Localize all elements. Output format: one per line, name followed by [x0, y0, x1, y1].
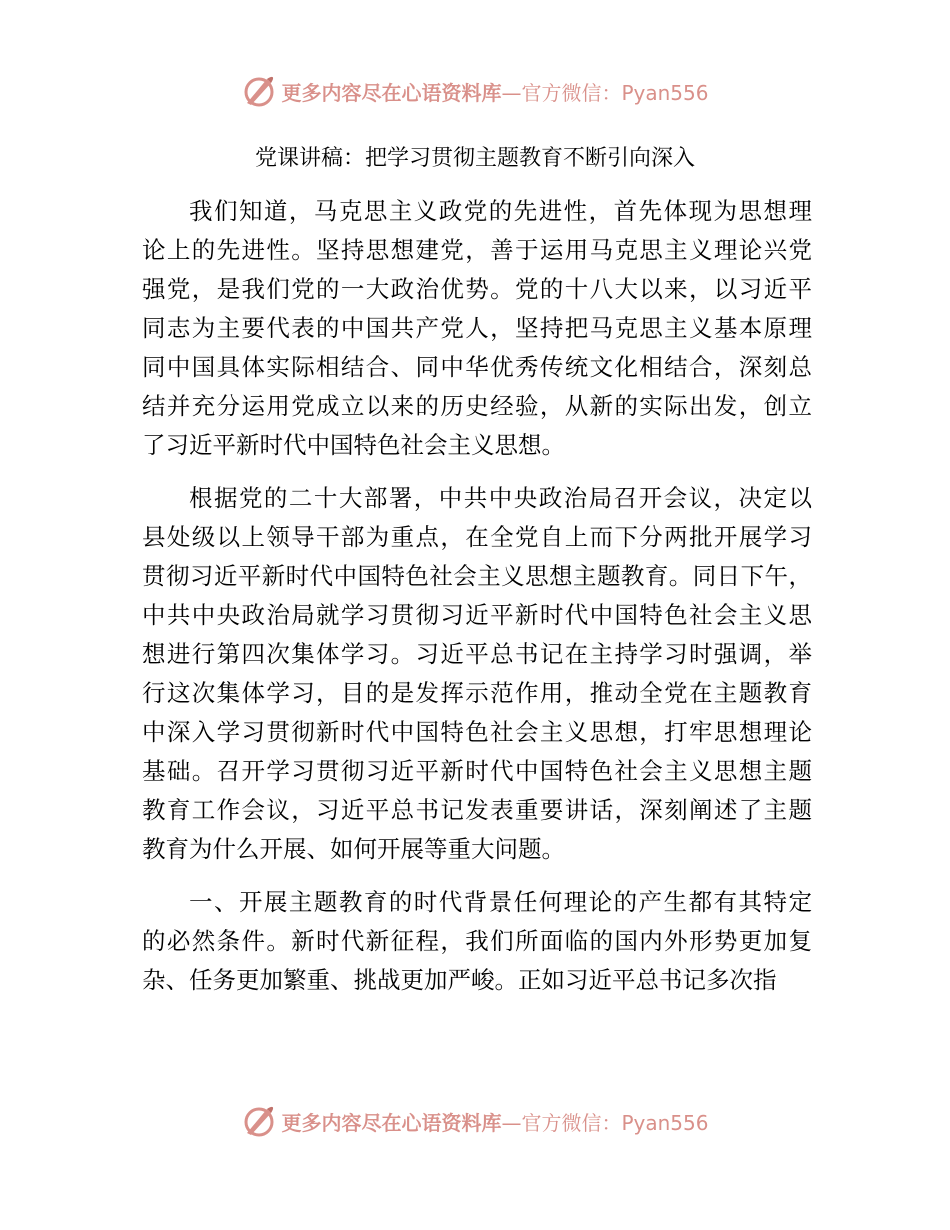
paragraph-line: 我们知道，马克思主义政党的先进性，首先体现为思想理 — [189, 197, 812, 225]
paragraph-line: 中共中央政治局就学习贯彻习近平新时代中国特色社会主义思 — [142, 601, 812, 629]
header-banner — [0, 71, 950, 111]
paragraph — [142, 192, 812, 465]
paragraph-line: 同中国具体实际相结合、同中华优秀传统文化相结合，深刻总 — [142, 353, 812, 381]
feather-pen-logo-icon — [241, 1103, 277, 1139]
feather-pen-logo-icon — [241, 73, 277, 109]
banner-wechat-text: —官方微信：Pyan556 — [501, 1110, 709, 1135]
paragraph — [142, 883, 812, 1000]
paragraph-line: 强党，是我们党的一大政治优势。党的十八大以来，以习近平 — [142, 275, 812, 303]
paragraph — [142, 479, 812, 869]
paragraph-line: 县处级以上领导干部为重点，在全党自上而下分两批开展学习 — [142, 523, 812, 551]
paragraph-line: 教育工作会议，习近平总书记发表重要讲话，深刻阐述了主题 — [142, 796, 812, 824]
paragraph-line: 的必然条件。新时代新征程，我们所面临的国内外形势更加复 — [142, 927, 812, 955]
page-title: 党课讲稿：把学习贯彻主题教育不断引向深入 — [254, 146, 695, 171]
banner-text — [281, 1107, 708, 1136]
paragraph-line: 根据党的二十大部署，中共中央政治局召开会议，决定以 — [189, 484, 812, 512]
paragraph-line: 基础。召开学习贯彻习近平新时代中国特色社会主义思想主题 — [142, 757, 812, 785]
paragraph-line: 中深入学习贯彻新时代中国特色社会主义思想，打牢思想理论 — [142, 718, 812, 746]
document-body — [142, 192, 812, 1014]
footer-banner — [0, 1101, 950, 1141]
banner-wechat-text: —官方微信：Pyan556 — [501, 80, 709, 105]
paragraph-line: 论上的先进性。坚持思想建党，善于运用马克思主义理论兴党 — [142, 236, 812, 264]
banner-text — [281, 77, 708, 106]
banner-main-text: 更多内容尽在心语资料库 — [281, 80, 502, 105]
banner-main-text: 更多内容尽在心语资料库 — [281, 1110, 502, 1135]
paragraph-line: 结并充分运用党成立以来的历史经验，从新的实际出发，创立 — [142, 392, 812, 420]
paragraph-line: 贯彻习近平新时代中国特色社会主义思想主题教育。同日下午， — [142, 562, 812, 590]
paragraph-line: 行这次集体学习，目的是发挥示范作用，推动全党在主题教育 — [142, 679, 812, 707]
paragraph-line: 教育为什么开展、如何开展等重大问题。 — [142, 835, 565, 863]
paragraph-line: 了习近平新时代中国特色社会主义思想。 — [142, 431, 565, 459]
paragraph-line: 同志为主要代表的中国共产党人，坚持把马克思主义基本原理 — [142, 314, 812, 342]
paragraph-line: 一、开展主题教育的时代背景任何理论的产生都有其特定 — [189, 888, 812, 916]
paragraph-line: 杂、任务更加繁重、挑战更加严峻。正如习近平总书记多次指 — [142, 966, 777, 994]
paragraph-line: 想进行第四次集体学习。习近平总书记在主持学习时强调，举 — [142, 640, 812, 668]
